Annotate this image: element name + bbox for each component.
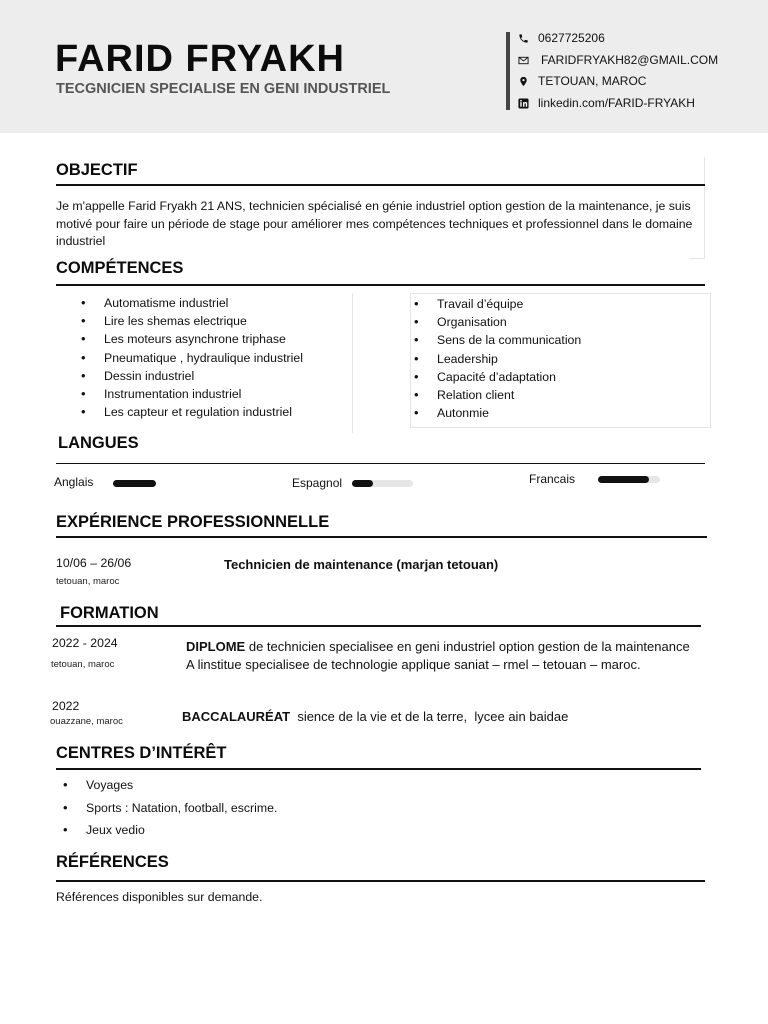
section-rule-objectif — [56, 184, 705, 186]
column-separator — [352, 293, 353, 433]
formation-school: A linstitue specialisee de technologie applique saniat – rmel – tetouan – maroc. — [186, 657, 641, 672]
formation-desc: de technicien specialisee en geni industriel option gestion de la maintenance — [245, 639, 690, 654]
formation-place: tetouan, maroc — [51, 659, 115, 670]
section-title-objectif: OBJECTIF — [56, 161, 138, 179]
language-level-fill — [598, 476, 649, 483]
formation-place: ouazzane, maroc — [50, 716, 123, 727]
list-item: • Lire les shemas electrique — [78, 312, 303, 330]
formation-desc: sience de la vie et de la terre, lycee ain baidae — [290, 709, 569, 724]
formation-dates: 2022 — [52, 699, 80, 713]
language-name: Francais — [529, 472, 576, 486]
formation-entry — [186, 639, 690, 654]
list-item: • Organisation — [411, 313, 581, 331]
header-band — [0, 0, 768, 133]
list-item: • Capacité d’adaptation — [411, 368, 581, 386]
section-rule-formation — [56, 625, 701, 627]
mail-icon — [518, 55, 529, 66]
references-text: Références disponibles sur demande. — [56, 890, 263, 904]
section-title-competences: COMPÉTENCES — [56, 259, 184, 277]
section-title-references: RÉFÉRENCES — [56, 853, 169, 871]
language-level-bar — [113, 480, 156, 487]
contact-email-text[interactable]: FARIDFRYAKH82@GMAIL.COM — [541, 53, 719, 67]
contact-phone-text: 0627725206 — [538, 31, 605, 45]
language-level-bar — [352, 480, 413, 487]
language-name: Anglais — [54, 475, 94, 489]
phone-icon — [518, 33, 529, 44]
section-title-langues: LANGUES — [58, 434, 139, 452]
list-item: • Automatisme industriel — [78, 294, 303, 312]
section-rule-langues — [56, 463, 705, 464]
contact-location-text: TETOUAN, MAROC — [538, 74, 647, 88]
contact-linkedin-text[interactable]: linkedin.com/FARID-FRYAKH — [538, 96, 695, 110]
section-rule-references — [56, 880, 705, 882]
interests-list — [60, 774, 277, 842]
contact-email — [518, 53, 718, 67]
list-item: • Les moteurs asynchrone triphase — [78, 330, 303, 348]
experience-dates: 10/06 – 26/06 — [56, 556, 132, 570]
list-item: • Jeux vedio — [60, 819, 277, 842]
location-icon — [518, 76, 529, 87]
candidate-title: TECGNICIEN SPECIALISE EN GENI INDUSTRIEL — [56, 81, 391, 97]
formation-dates: 2022 - 2024 — [52, 636, 118, 650]
technical-skills-list — [78, 294, 303, 421]
soft-skills-list — [411, 295, 581, 422]
list-item: • Leadership — [411, 350, 581, 368]
language-level-fill — [352, 480, 373, 487]
list-item: • Autonmie — [411, 404, 581, 422]
language-name: Espagnol — [292, 476, 343, 490]
linkedin-icon — [518, 98, 529, 109]
list-item: • Dessin industriel — [78, 367, 303, 385]
formation-entry — [182, 709, 568, 724]
contact-phone — [518, 31, 605, 45]
section-title-formation: FORMATION — [60, 604, 159, 622]
list-item: • Voyages — [60, 774, 277, 797]
list-item: • Instrumentation industriel — [78, 385, 303, 403]
list-item: • Pneumatique , hydraulique industriel — [78, 349, 303, 367]
list-item: • Sens de la communication — [411, 331, 581, 349]
language-level-bar — [598, 476, 660, 483]
list-item: • Sports : Natation, football, escrime. — [60, 797, 277, 820]
section-title-experience: EXPÉRIENCE PROFESSIONNELLE — [56, 513, 330, 531]
contact-divider — [506, 32, 510, 110]
experience-role: Technicien de maintenance (marjan tetouan) — [224, 557, 499, 572]
formation-degree: DIPLOME — [186, 639, 246, 654]
section-rule-interets — [56, 768, 701, 770]
contact-location — [518, 74, 646, 88]
objective-text: Je m'appelle Farid Fryakh 21 ANS, technicien spécialisé en génie industriel option gestion de la maintenance, je suis motivé pour faire un période de stage pour améliorer mes compétences techniques et professionnel dans le domaine industriel — [56, 199, 693, 248]
formation-degree: BACCALAURÉAT — [182, 709, 291, 724]
language-level-fill — [113, 480, 156, 487]
list-item: • Travail d’équipe — [411, 295, 581, 313]
candidate-name: FARID FRYAKH — [55, 38, 345, 80]
list-item: • Relation client — [411, 386, 581, 404]
section-rule-experience — [56, 536, 707, 538]
section-rule-competences — [56, 284, 705, 286]
list-item: • Les capteur et regulation industriel — [78, 403, 303, 421]
section-title-interets: CENTRES D’INTÉRÊT — [56, 744, 227, 762]
experience-place: tetouan, maroc — [56, 576, 120, 587]
contact-linkedin — [518, 96, 695, 110]
